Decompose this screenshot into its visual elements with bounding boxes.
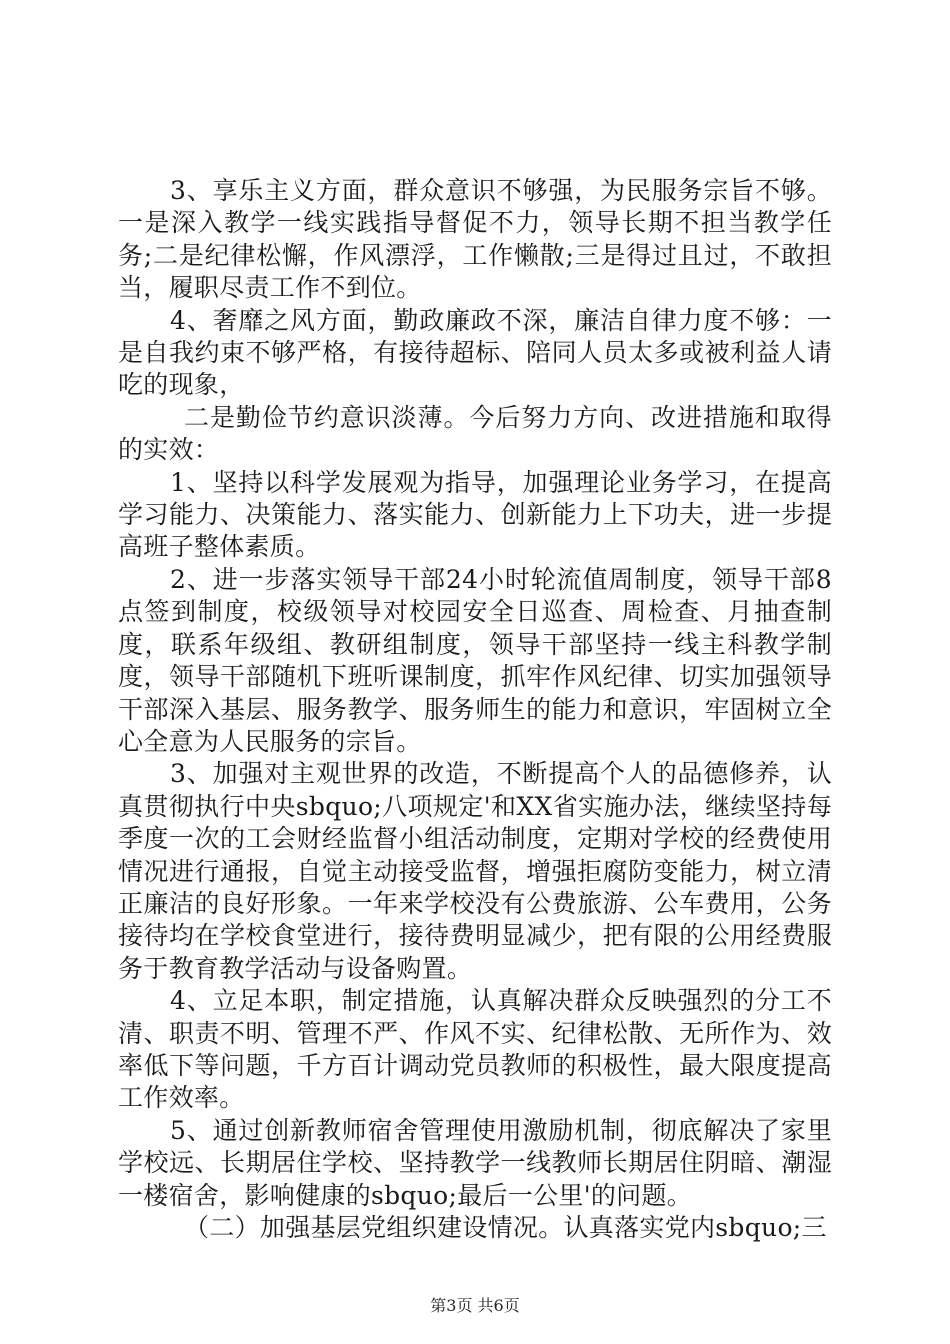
- paragraph-measure-2: 2、进一步落实领导干部24小时轮流值周制度，领导干部8点签到制度，校级领导对校园安全日巡查、周检查、月抽查制度，联系年级组、教研组制度，领导干部坚持一线主科教学制度，领导干部随机下班听课制度，抓牢作风纪律、切实加强领导干部深入基层、服务教学、服务师生的能力和意识，牢固树立全心全意为人民服务的宗旨。: [118, 564, 832, 756]
- document-body: [118, 175, 832, 1244]
- paragraph-section-two: （二）加强基层党组织建设情况。认真落实党内sbquo;三: [184, 1213, 827, 1242]
- paragraph-measure-1: 1、坚持以科学发展观为指导，加强理论业务学习，在提高学习能力、决策能力、落实能力、创新能力上下功夫，进一步提高班子整体素质。: [118, 467, 832, 562]
- paragraph-hedonism: 3、享乐主义方面，群众意识不够强，为民服务宗旨不够。一是深入教学一线实践指导督促不力，领导长期不担当教学任务;二是纪律松懈，作风漂浮，工作懒散;三是得过且过，不敢担当，履职尽责工作不到位。: [118, 176, 832, 303]
- page-number-footer: 第3页 共6页: [430, 1296, 520, 1315]
- paragraph-extravagance: 4、奢靡之风方面，勤政廉政不深，廉洁自律力度不够：一是自我约束不够严格，有接待超标、陪同人员太多或被利益人请吃的现象，: [118, 305, 832, 400]
- paragraph-measure-3: 3、加强对主观世界的改造，不断提高个人的品德修养，认真贯彻执行中央sbquo;八项规定'和XX省实施办法，继续坚持每季度一次的工会财经监督小组活动制度，定期对学校的经费使用情况进行通报，自觉主动接受监督，增强拒腐防变能力，树立清正廉洁的良好形象。一年来学校没有公费旅游、公车费用，公务接待均在学校食堂进行，接待费明显减少，把有限的公用经费服务于教育教学活动与设备购置。: [118, 759, 832, 983]
- paragraph-frugality: 二是勤俭节约意识淡薄。今后努力方向、改进措施和取得的实效：: [118, 402, 832, 465]
- paragraph-measure-5: 5、通过创新教师宿舍管理使用激励机制，彻底解决了家里学校远、长期居住学校、坚持教学一线教师长期居住阴暗、潮湿一楼宿舍，影响健康的sbquo;最后一公里'的问题。: [118, 1115, 832, 1210]
- paragraph-measure-4: 4、立足本职，制定措施，认真解决群众反映强烈的分工不清、职责不明、管理不严、作风不实、纪律松散、无所作为、效率低下等问题，千方百计调动党员教师的积极性，最大限度提高工作效率。: [118, 986, 832, 1113]
